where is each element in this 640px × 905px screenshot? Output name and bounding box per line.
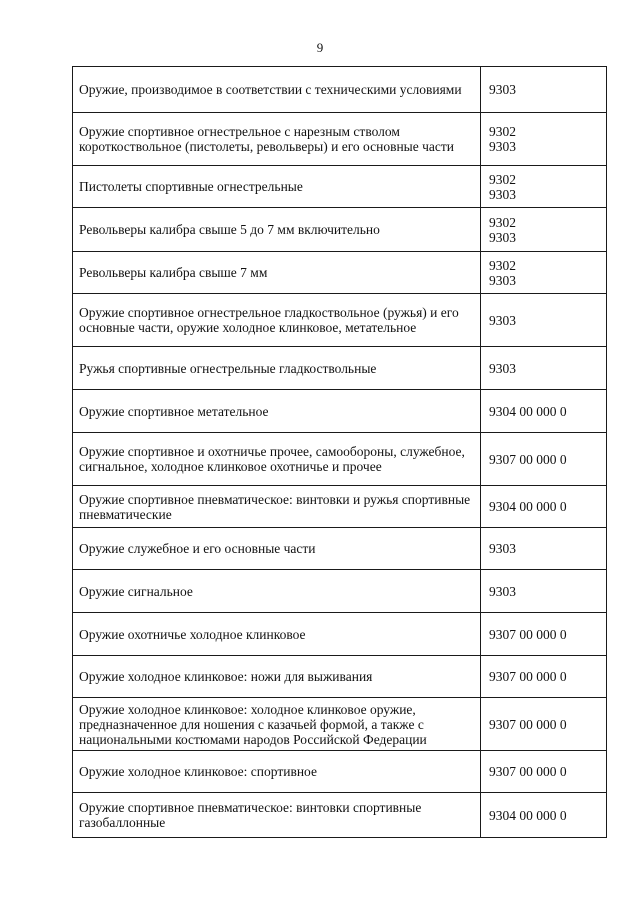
tnved-code: 9302 9303	[481, 113, 607, 166]
page-number: 9	[316, 40, 324, 55]
tnved-code: 9304 00 000 0	[481, 486, 607, 528]
table-row	[73, 347, 607, 390]
table-row	[73, 570, 607, 613]
tnved-code: 9307 00 000 0	[481, 613, 607, 656]
table-row	[73, 433, 607, 486]
product-description: Оружие холодное клинковое: холодное клинковое оружие, предназначенное для ношения с казачьей формой, а также с национальными костюмами народов Российской Федерации	[73, 698, 481, 751]
table-row	[73, 656, 607, 698]
tnved-code: 9302 9303	[481, 166, 607, 208]
table-body	[73, 67, 607, 838]
tnved-code: 9303	[481, 67, 607, 113]
table-row	[73, 252, 607, 294]
product-description: Оружие спортивное пневматическое: винтовки и ружья спортивные пневматические	[73, 486, 481, 528]
product-description: Оружие холодное клинковое: спортивное	[73, 751, 481, 793]
tnved-code: 9302 9303	[481, 208, 607, 252]
table-row	[73, 613, 607, 656]
classification-table	[72, 66, 607, 838]
tnved-code: 9303	[481, 294, 607, 347]
table-row	[73, 208, 607, 252]
table-row	[73, 793, 607, 838]
product-description: Оружие спортивное и охотничье прочее, самообороны, служебное, сигнальное, холодное клинковое охотничье и прочее	[73, 433, 481, 486]
product-description: Оружие холодное клинковое: ножи для выживания	[73, 656, 481, 698]
tnved-code: 9303	[481, 347, 607, 390]
tnved-code: 9307 00 000 0	[481, 656, 607, 698]
tnved-code: 9307 00 000 0	[481, 751, 607, 793]
table-row	[73, 528, 607, 570]
tnved-code: 9303	[481, 528, 607, 570]
table-row	[73, 113, 607, 166]
table-row	[73, 390, 607, 433]
product-description: Пистолеты спортивные огнестрельные	[73, 166, 481, 208]
tnved-code: 9304 00 000 0	[481, 390, 607, 433]
product-description: Оружие, производимое в соответствии с техническими условиями	[73, 67, 481, 113]
product-description: Оружие спортивное метательное	[73, 390, 481, 433]
tnved-code: 9302 9303	[481, 252, 607, 294]
table-row	[73, 294, 607, 347]
table-row	[73, 486, 607, 528]
product-description: Оружие охотничье холодное клинковое	[73, 613, 481, 656]
table-row	[73, 751, 607, 793]
product-description: Ружья спортивные огнестрельные гладкоствольные	[73, 347, 481, 390]
product-description: Оружие сигнальное	[73, 570, 481, 613]
product-description: Оружие спортивное пневматическое: винтовки спортивные газобаллонные	[73, 793, 481, 838]
table-row	[73, 698, 607, 751]
tnved-code: 9303	[481, 570, 607, 613]
product-description: Оружие спортивное огнестрельное гладкоствольное (ружья) и его основные части, оружие холодное клинковое, метательное	[73, 294, 481, 347]
tnved-code: 9304 00 000 0	[481, 793, 607, 838]
table-row	[73, 166, 607, 208]
tnved-code: 9307 00 000 0	[481, 698, 607, 751]
product-description: Револьверы калибра свыше 5 до 7 мм включительно	[73, 208, 481, 252]
table-row	[73, 67, 607, 113]
product-description: Оружие служебное и его основные части	[73, 528, 481, 570]
tnved-code: 9307 00 000 0	[481, 433, 607, 486]
product-description: Оружие спортивное огнестрельное с нарезным стволом короткоствольное (пистолеты, револьверы) и его основные части	[73, 113, 481, 166]
product-description: Револьверы калибра свыше 7 мм	[73, 252, 481, 294]
